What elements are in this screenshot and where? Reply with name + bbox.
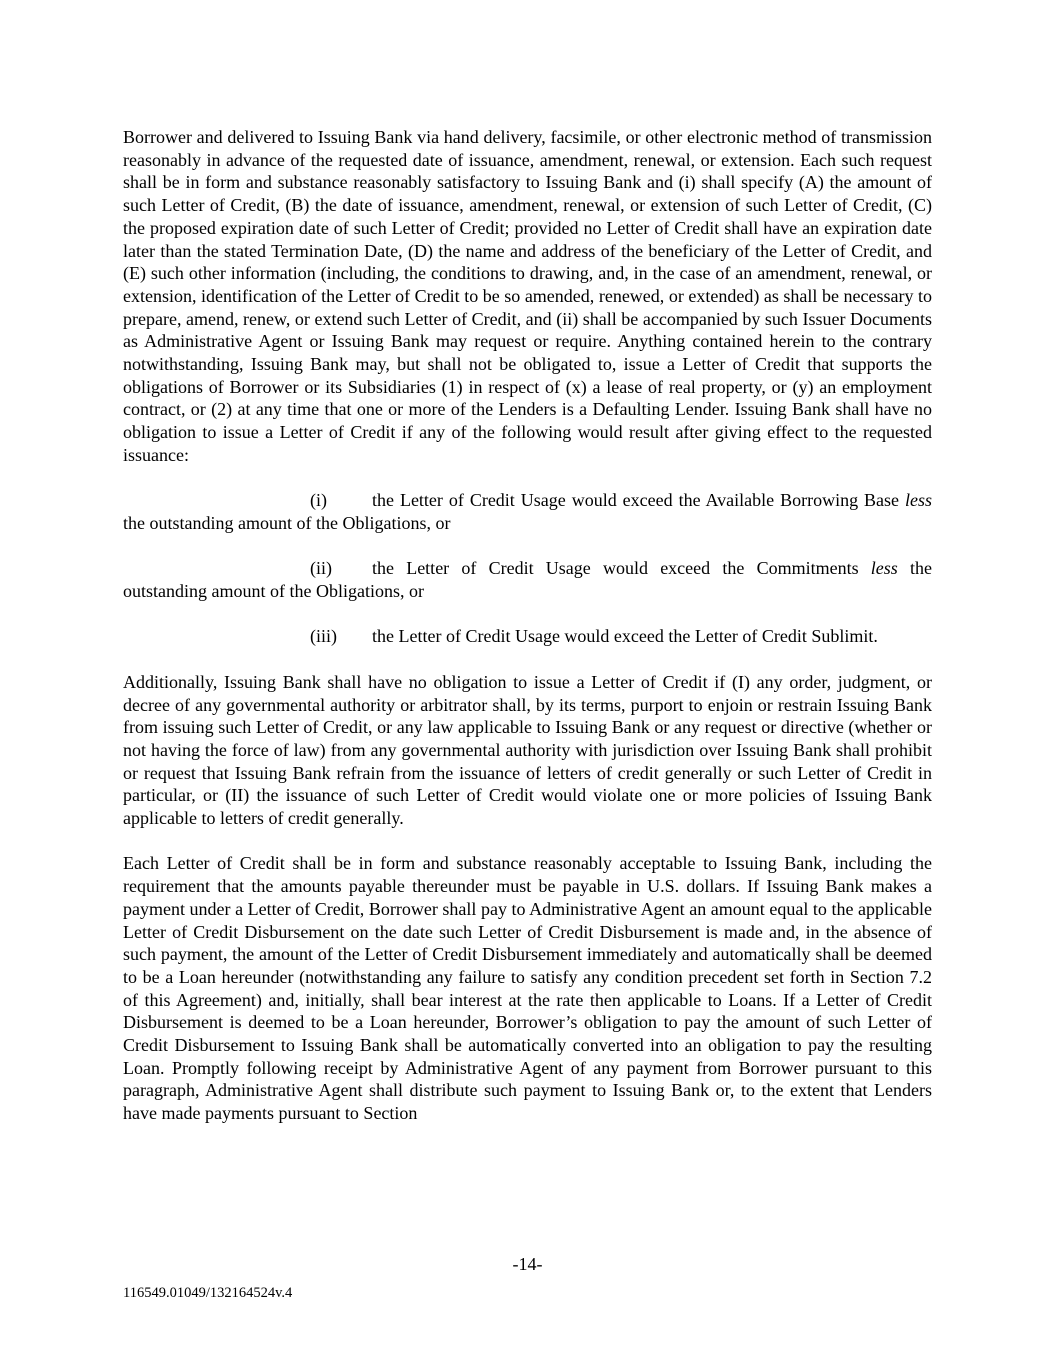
paragraph-disbursement: Each Letter of Credit shall be in form and substance reasonably acceptable to Issuing Bank, including the requirement that the amounts payable thereunder must be payable in U.S. dollars. If Issuing Bank makes a payment under a Letter of Credit, Borrower shall pay to Administrative Agent an amount equal to the applicable Letter of Credit Disbursement on the date such Letter of Credit Disbursement is made and, in the absence of such payment, the amount of the Letter of Credit Disbursement immediately and automatically shall be deemed to be a Loan hereunder (notwithstanding any failure to satisfy any condition precedent set forth in Section 7.2 of this Agreement) and, initially, shall bear interest at the rate then applicable to Loans. If a Letter of Credit Disbursement is deemed to be a Loan hereunder, Borrower’s obligation to pay the amount of such Letter of Credit Disbursement to Issuing Bank shall be automatically converted into an obligation to pay the resulting Loan. Promptly following receipt by Administrative Agent of any payment from Borrower pursuant to this paragraph, Administrative Agent shall distribute such payment to Issuing Bank or, to the extent that Lenders have made payments pursuant to Section <box>123 853 932 1124</box>
list-item-i-text-post: the outstanding amount of the Obligations, or <box>123 512 451 533</box>
document-footer-id: 116549.01049/132164524v.4 <box>123 1285 293 1301</box>
paragraph-letter-of-credit-request: Borrower and delivered to Issuing Bank via hand delivery, facsimile, or other electronic method of transmission reasonably in advance of the requested date of issuance, amendment, renewal, or extension. Each such request shall be in form and substance reasonably satisfactory to Issuing Bank and (i) shall specify (A) the amount of such Letter of Credit, (B) the date of issuance, amendment, renewal, or extension of such Letter of Credit, (C) the proposed expiration date of such Letter of Credit; provided no Letter of Credit shall have an expiration date later than the stated Termination Date, (D) the name and address of the beneficiary of the Letter of Credit, and (E) such other information (including, the conditions to drawing, and, in the case of an amendment, renewal, or extension, identification of the Letter of Credit to be so amended, renewed, or extended) as shall be necessary to prepare, amend, renew, or extend such Letter of Credit, and (ii) shall be accompanied by such Issuer Documents as Administrative Agent or Issuing Bank may request or require. Anything contained herein to the contrary notwithstanding, Issuing Bank may, but shall not be obligated to, issue a Letter of Credit that supports the obligations of Borrower or its Subsidiaries (1) in respect of (x) a lease of real property, or (y) an employment contract, or (2) at any time that one or more of the Lenders is a Defaulting Lender. Issuing Bank shall have no obligation to issue a Letter of Credit if any of the following would result after giving effect to the requested issuance: <box>123 127 932 465</box>
list-item-iii-text: the Letter of Credit Usage would exceed the Letter of Credit Sublimit. <box>372 626 878 647</box>
list-item-i-marker: (i) <box>310 490 327 511</box>
list-item-ii <box>123 557 932 602</box>
list-item-i-text: the Letter of Credit Usage would exceed the Available Borrowing Base <box>372 490 905 511</box>
paragraph-no-obligation: Additionally, Issuing Bank shall have no obligation to issue a Letter of Credit if (I) any order, judgment, or decree of any governmental authority or arbitrator shall, by its terms, purport to enjoin or restrain Issuing Bank from issuing such Letter of Credit, or any law applicable to Issuing Bank or any request or directive (whether or not having the force of law) from any governmental authority with jurisdiction over Issuing Bank shall prohibit or request that Issuing Bank refrain from the issuance of letters of credit generally or such Letter of Credit in particular, or (II) the issuance of such Letter of Credit would violate one or more policies of Issuing Bank applicable to letters of credit generally. <box>123 671 932 829</box>
page-number: -14- <box>512 1254 543 1274</box>
list-item-iii-marker: (iii) <box>310 626 337 647</box>
list-item-ii-italic-term: less <box>870 558 898 579</box>
list-item-i-italic-term: less <box>905 490 932 511</box>
list-item-ii-text: the Letter of Credit Usage would exceed the Commitments <box>372 558 871 579</box>
list-item-ii-marker: (ii) <box>310 558 332 579</box>
list-item-iii <box>123 625 932 648</box>
list-item-i <box>123 489 932 534</box>
list-item-ii-text-post: the outstanding amount of the Obligations, or <box>123 558 932 602</box>
